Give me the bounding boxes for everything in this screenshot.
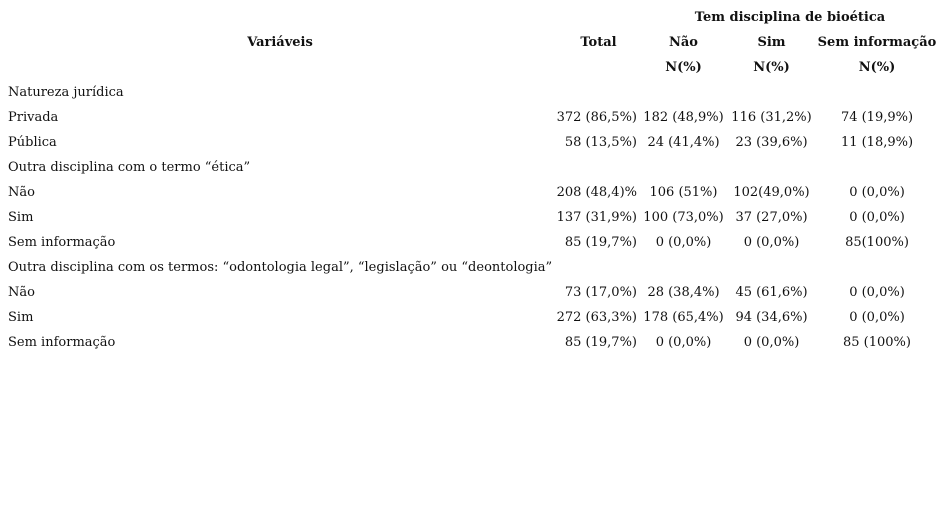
nao-cell: 0 (0,0%) — [655, 335, 712, 350]
row-label: Outra disciplina com o termo “ética” — [8, 160, 251, 175]
sem-info-cell: 0 (0,0%) — [849, 285, 905, 300]
sem-info-cell: 0 (0,0%) — [849, 185, 905, 200]
sim-cell: 102(49,0%) — [733, 185, 810, 200]
nao-cell: 24 (41,4%) — [647, 135, 720, 150]
nao-header: Não — [669, 35, 698, 50]
sim-header: Sim — [757, 35, 786, 50]
nao-unit: N(%) — [665, 60, 702, 75]
sem-info-header: Sem informação — [817, 35, 937, 50]
sem-info-unit: N(%) — [858, 60, 896, 75]
total-cell: 85 (19,7%) — [564, 235, 637, 250]
row-label: Sem informação — [8, 235, 116, 250]
sim-cell: 94 (34,6%) — [735, 310, 808, 325]
nao-cell: 178 (65,4%) — [643, 310, 724, 325]
total-cell: 208 (48,4)% — [556, 185, 637, 200]
sem-info-cell: 85(100%) — [845, 235, 909, 250]
sem-info-cell: 0 (0,0%) — [849, 210, 905, 225]
sim-cell: 45 (61,6%) — [735, 285, 808, 300]
row-label: Sim — [8, 210, 34, 225]
nao-cell: 28 (38,4%) — [647, 285, 720, 300]
total-header: Total — [580, 35, 617, 50]
row-label: Sem informação — [8, 335, 116, 350]
row-label: Sim — [8, 310, 34, 325]
total-cell: 137 (31,9%) — [556, 210, 637, 225]
variables-header: Variáveis — [247, 35, 313, 50]
row-label: Pública — [8, 135, 57, 150]
nao-cell: 182 (48,9%) — [643, 110, 724, 125]
sim-cell: 0 (0,0%) — [743, 235, 800, 250]
sim-cell: 37 (27,0%) — [735, 210, 808, 225]
sim-unit: N(%) — [753, 60, 790, 75]
sem-info-cell: 11 (18,9%) — [840, 135, 914, 150]
sim-cell: 23 (39,6%) — [735, 135, 808, 150]
nao-cell: 0 (0,0%) — [655, 235, 712, 250]
row-label: Privada — [8, 110, 59, 125]
nao-cell: 106 (51%) — [649, 185, 718, 200]
sem-info-cell: 85 (100%) — [843, 335, 911, 350]
row-label: Natureza jurídica — [8, 85, 124, 100]
total-cell: 58 (13,5%) — [564, 135, 637, 150]
nao-cell: 100 (73,0%) — [643, 210, 724, 225]
sim-cell: 116 (31,2%) — [731, 110, 812, 125]
row-label: Outra disciplina com os termos: “odontologia legal”, “legislação” ou “deontologia” — [8, 260, 553, 275]
total-cell: 73 (17,0%) — [564, 285, 637, 300]
row-label: Não — [8, 185, 35, 200]
total-cell: 272 (63,3%) — [556, 310, 637, 325]
sem-info-cell: 74 (19,9%) — [840, 110, 914, 125]
total-cell: 85 (19,7%) — [564, 335, 637, 350]
group-header: Tem disciplina de bioética — [694, 10, 886, 25]
row-label: Não — [8, 285, 35, 300]
total-cell: 372 (86,5%) — [556, 110, 637, 125]
sem-info-cell: 0 (0,0%) — [849, 310, 905, 325]
sim-cell: 0 (0,0%) — [743, 335, 800, 350]
